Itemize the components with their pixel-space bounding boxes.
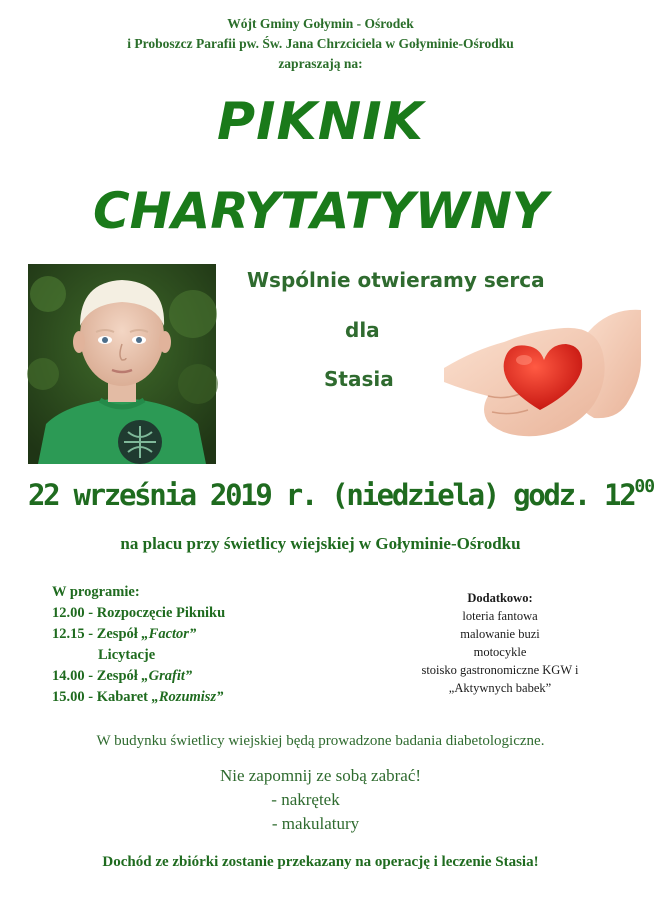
program-item: 14.00 - Zespół „Grafit” bbox=[52, 668, 193, 684]
extras-heading: Dodatkowo: bbox=[467, 591, 533, 605]
program-heading: W programie: bbox=[52, 584, 140, 600]
extras-list bbox=[384, 589, 616, 697]
event-date-time bbox=[28, 476, 654, 512]
reminder-block bbox=[0, 764, 641, 836]
extras-item: „Aktywnych babek” bbox=[448, 681, 552, 695]
event-place: na placu przy świetlicy wiejskiej w Gołyminie-Ośrodku bbox=[120, 534, 521, 553]
header-line-2: i Proboszcz Parafii pw. Św. Jana Chrzciciela w Gołyminie-Ośrodku bbox=[127, 36, 514, 51]
band-name: „Grafit” bbox=[141, 668, 193, 684]
health-check-notice: W budynku świetlicy wiejskiej będą prowadzone badania diabetologiczne. bbox=[96, 733, 545, 749]
header-line-1: Wójt Gminy Gołymin - Ośrodek bbox=[227, 16, 414, 31]
title-line-2: CHARYTATYWNY bbox=[92, 182, 548, 240]
extras-item: loteria fantowa bbox=[462, 609, 538, 623]
program-item: 15.00 - Kabaret „Rozumisz” bbox=[52, 689, 224, 705]
reminder-item: - makulatury bbox=[271, 814, 360, 833]
boy-photo bbox=[28, 264, 216, 464]
extras-item: stoisko gastronomiczne KGW i bbox=[421, 663, 579, 677]
band-name: „Factor” bbox=[141, 626, 197, 642]
tagline-line-1: Wspólnie otwieramy serca bbox=[247, 268, 545, 292]
reminder-heading: Nie zapomnij ze sobą zabrać! bbox=[219, 766, 422, 785]
hands-holding-heart-image bbox=[444, 290, 641, 440]
program-item: 12.15 - Zespół „Factor” bbox=[52, 626, 197, 642]
program-list bbox=[52, 582, 225, 708]
tagline-line-2: dla bbox=[345, 318, 380, 342]
cabaret-name: „Rozumisz” bbox=[151, 689, 224, 705]
footer-note: Dochód ze zbiórki zostanie przekazany na operację i leczenie Stasia! bbox=[102, 854, 539, 870]
title-line-1: PIKNIK bbox=[217, 92, 424, 152]
event-time-minutes: 00 bbox=[634, 476, 654, 497]
tagline-line-3: Stasia bbox=[324, 367, 394, 391]
reminder-item: - nakrętek bbox=[271, 790, 340, 809]
extras-item: motocykle bbox=[473, 645, 527, 659]
program-item: Licytacje bbox=[98, 647, 156, 663]
program-item: 12.00 - Rozpoczęcie Pikniku bbox=[52, 605, 226, 621]
extras-item: malowanie buzi bbox=[460, 627, 540, 641]
organizers-header bbox=[0, 14, 641, 74]
event-date: 22 września 2019 r. (niedziela) godz. 12 bbox=[28, 478, 635, 512]
header-line-3: zapraszają na: bbox=[278, 56, 363, 71]
